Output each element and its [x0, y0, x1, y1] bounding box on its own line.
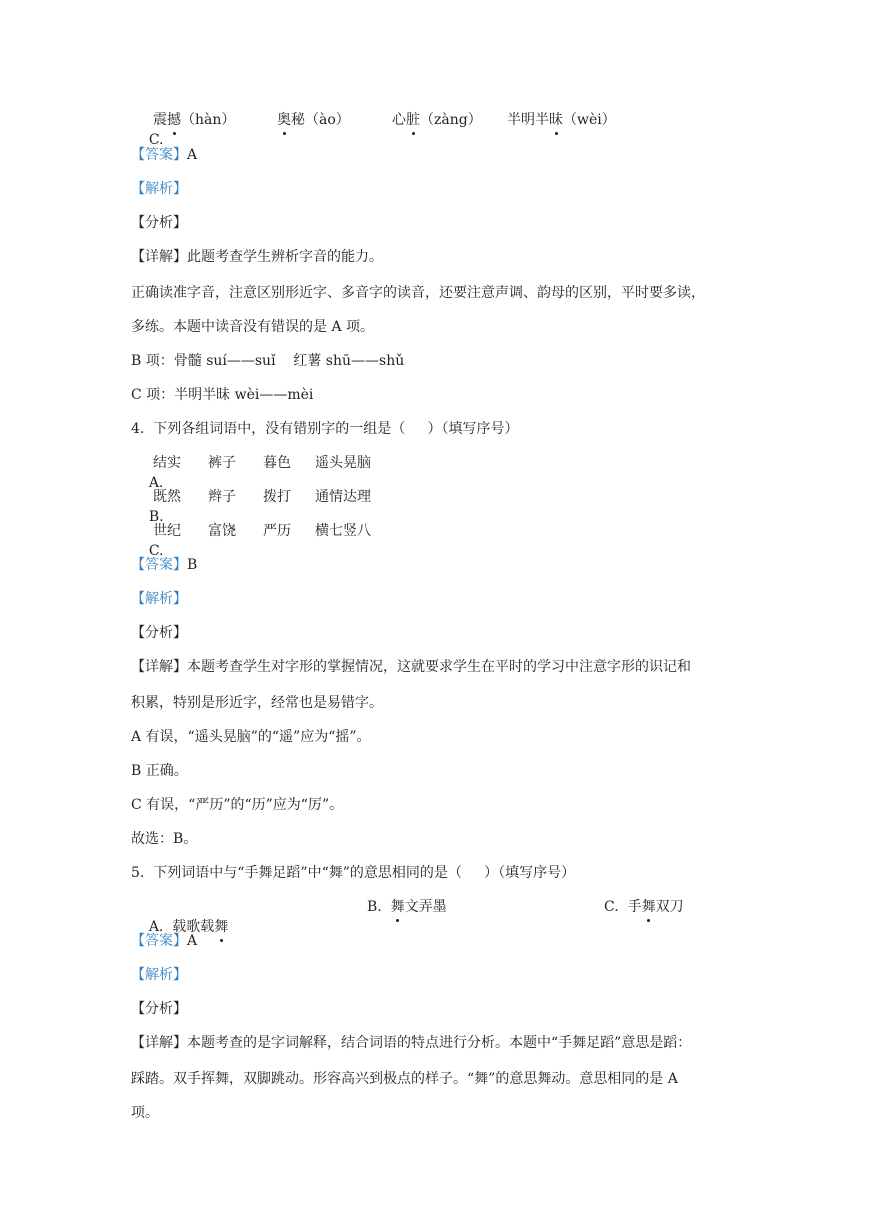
q4-fenxi-heading: 【分析】 [131, 625, 187, 641]
q4-stem: 4. 下列各组词语中，没有错别字的一组是（ ）（填写序号） [131, 421, 519, 437]
answer-value: A [187, 147, 198, 163]
q5-paragraph: 项。 [131, 1105, 159, 1121]
word-zhenhan: 震撼（hàn） [153, 112, 236, 128]
q5-answer [131, 931, 197, 951]
q5-detail: 【详解】本题考查的是字词解释，结合词语的特点进行分析。本题中“手舞足蹈”意思是蹈： [131, 1035, 692, 1051]
answer-value: B [187, 557, 198, 573]
answer-tag: 【答案】 [131, 147, 187, 163]
q5-option-b: B. 舞文弄墨 [367, 899, 447, 915]
q4-answer [131, 555, 197, 575]
q4-option-b: B. 既然 辫子 拨打 通情达理 [148, 489, 371, 525]
q4-note-b: B 正确。 [131, 763, 188, 779]
q3-correction-c: C 项：半明半昧 wèi——mèi [131, 387, 314, 403]
q3-analysis-heading: 【解析】 [131, 181, 187, 197]
q4-option-a: A. 结实 裤子 暮色 遥头晃脑 [148, 455, 371, 491]
q4-analysis-heading: 【解析】 [131, 591, 187, 607]
q3-fenxi-heading: 【分析】 [131, 215, 187, 231]
answer-tag: 【答案】 [131, 933, 187, 949]
q5-analysis-heading: 【解析】 [131, 967, 187, 983]
q3-detail: 【详解】此题考查学生辨析字音的能力。 [131, 249, 383, 265]
option-label: C. [148, 132, 164, 148]
q5-stem: 5. 下列词语中与“手舞足蹈”中“舞”的意思相同的是（ ）（填写序号） [131, 865, 576, 881]
q3-answer [131, 145, 197, 165]
q4-note-a: A 有误，“遥头晃脑”的“遥”应为“摇”。 [131, 729, 371, 745]
q5-option-c: C. 手舞双刀 [604, 899, 684, 915]
answer-tag: 【答案】 [131, 557, 187, 573]
q3-paragraph: 多练。本题中读音没有错误的是 A 项。 [131, 319, 375, 335]
answer-value: A [187, 933, 198, 949]
word-xinzang: 心脏（zàng） [392, 112, 482, 128]
q5-paragraph: 踩踏。双手挥舞，双脚跳动。形容高兴到极点的样子。“舞”的意思舞动。意思相同的是 A [131, 1071, 678, 1087]
word-aomi: 奥秘（ào） [277, 112, 350, 128]
q5-option-a: A. 载歌载舞 [148, 919, 229, 935]
q4-note-c: C 有误，“严历”的“历”应为“厉”。 [131, 797, 344, 813]
q3-paragraph: 正确读准字音，注意区别形近字、多音字的读音，还要注意声调、韵母的区别，平时要多读， [131, 285, 705, 301]
q4-option-c: C. 世纪 富饶 严历 横七竖八 [148, 523, 371, 559]
q3-correction-b: B 项：骨髓 suí——suǐ 红薯 shū——shǔ [131, 353, 405, 369]
q5-fenxi-heading: 【分析】 [131, 1001, 187, 1017]
q4-paragraph: 积累，特别是形近字，经常也是易错字。 [131, 695, 383, 711]
q4-detail: 【详解】本题考查学生对字形的掌握情况，这就要求学生在平时的学习中注意字形的识记和 [131, 659, 691, 675]
q4-conclusion: 故选：B。 [131, 831, 198, 847]
word-banmingbanmei: 半明半昧（wèi） [507, 112, 616, 128]
